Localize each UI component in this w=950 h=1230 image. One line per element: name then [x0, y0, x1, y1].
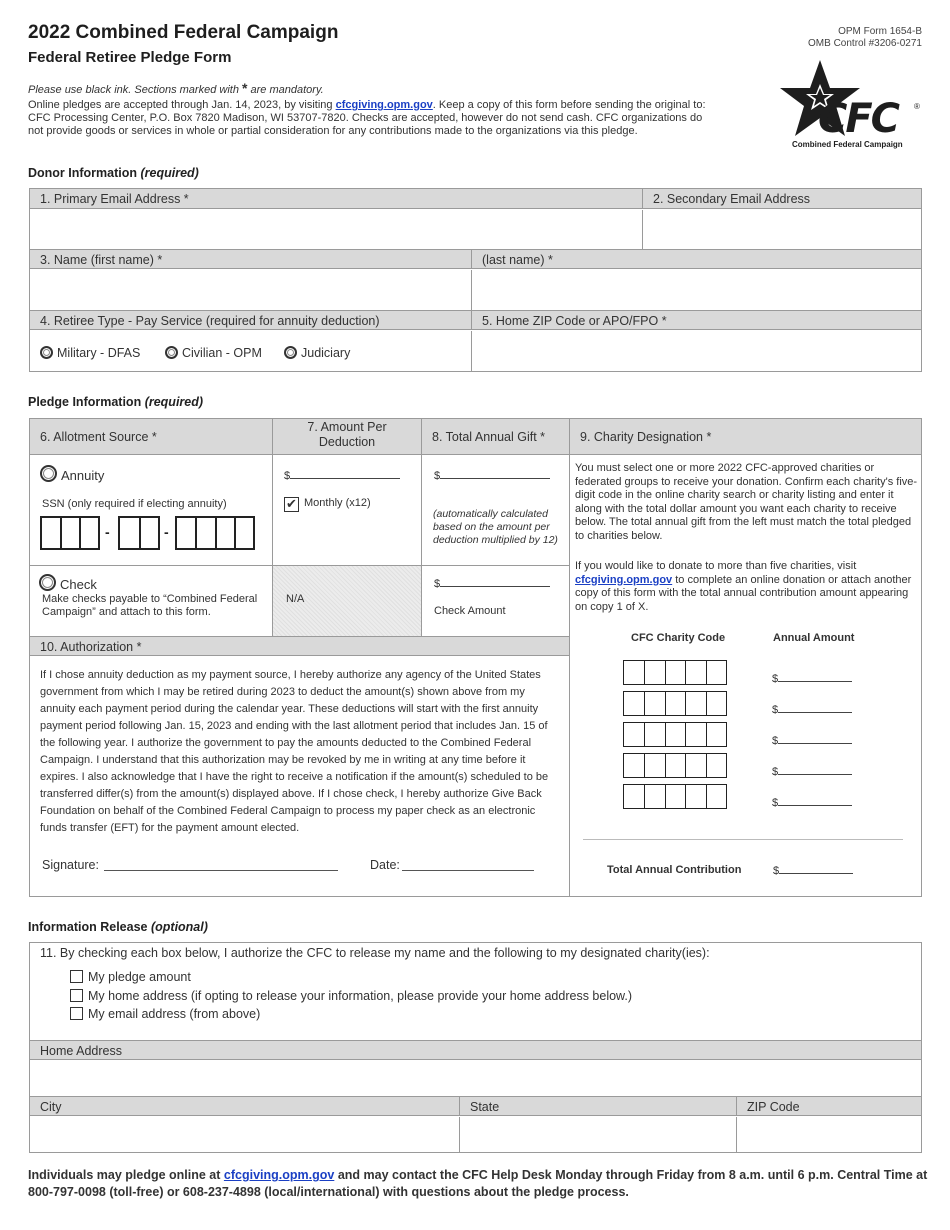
home-address-field[interactable] [30, 1061, 921, 1096]
release-box [29, 942, 922, 1153]
total-contribution-label: Total Annual Contribution [607, 864, 742, 876]
release-section-heading [28, 920, 208, 934]
release-option-email-label: My email address (from above) [88, 1007, 261, 1021]
zip-code-field[interactable] [736, 1117, 921, 1152]
release-option-email[interactable] [70, 1007, 260, 1021]
dollar-sign: $ [772, 766, 779, 778]
allotment-source-label: 6. Allotment Source * [30, 419, 272, 455]
code-header: CFC Charity Code [631, 632, 726, 644]
last-name-field[interactable] [471, 270, 921, 310]
mandatory-star: * [242, 80, 248, 96]
omb-control: OMB Control #3206-0271 [808, 38, 922, 49]
intro-text [28, 99, 718, 138]
dollar-sign: $ [772, 797, 779, 809]
checkbox-icon[interactable] [70, 989, 83, 1002]
dollar-sign: $ [772, 735, 779, 747]
ssn-dash: - [105, 524, 110, 540]
option-judiciary[interactable] [284, 346, 350, 360]
divider [583, 839, 903, 840]
ink-note [28, 80, 324, 96]
dollar-sign: $ [434, 470, 441, 482]
last-name-label: (last name) * [471, 249, 921, 269]
cfc-logo [772, 58, 922, 154]
check-amount-field[interactable] [434, 577, 550, 590]
pledge-heading-note: (required) [144, 395, 204, 409]
annuity-label: Annuity [61, 468, 105, 483]
signature-label: Signature: [42, 858, 99, 872]
dollar-sign: $ [772, 673, 779, 685]
charity-instructions: You must select one or more 2022 CFC-approved charities or federated groups to receive your donation. Confirm each charity's five-digit code in the online charity search or charity listing and enter it along with the total dollar amount you want each charity to receive below. The total annual gift from the left must match the total pledged to charities below. [575, 462, 918, 542]
monthly-label: Monthly (x12) [304, 497, 371, 509]
form-title: 2022 Combined Federal Campaign [28, 22, 339, 43]
checkbox-icon[interactable] [70, 1007, 83, 1020]
city-label: City [30, 1096, 459, 1116]
zip-code-label: ZIP Code [736, 1096, 921, 1116]
radio-icon[interactable] [165, 346, 178, 359]
footer-text [28, 1167, 928, 1201]
authorization-text: If I chose annuity deduction as my payment source, I hereby authorize any agency of the United States government from which I may be retired during 2023 to deduct the amount(s) shown above from my annuity each payment period during the calendar year. These deductions will start with the first annuity payment period following Jan. 15, 2023 and ending with the last allotment period that includes Jan. 15 of the following year. I authorize the government to pay the amounts deducted to the Combined Federal Campaign. I understand that this authorization may be revoked by me in writing at any time before it expires. I also acknowledge that I have the right to receive a notification if the amount(s) scheduled to be transferred differ(s) from the amount(s) displayed above. If I chose check, I hereby authorize Give Back Foundation on behalf of the Combined Federal Campaign to process my paper check as an electronic funds transfer (EFT) for the payment amount elected. [40, 669, 549, 834]
charity-amount-field-4[interactable] [772, 765, 852, 778]
amount-per-deduction-line1: 7. Amount Per [307, 420, 387, 434]
form-number-block [808, 26, 922, 50]
option-military[interactable] [40, 346, 140, 360]
form-number: OPM Form 1654-B [838, 26, 922, 37]
charity-link[interactable]: cfcgiving.opm.gov [575, 573, 673, 586]
charity-designation-label: 9. Charity Designation * [569, 419, 921, 455]
na-label: N/A [286, 593, 305, 605]
option-judiciary-label: Judiciary [301, 346, 351, 360]
dollar-sign: $ [434, 578, 441, 590]
release-option-pledge[interactable] [70, 970, 191, 984]
radio-icon[interactable] [40, 465, 57, 482]
intro-link[interactable]: cfcgiving.opm.gov [335, 99, 433, 111]
charity-code-box-4[interactable] [623, 753, 727, 778]
ssn-group-box[interactable] [118, 516, 160, 550]
ink-note-post: are mandatory. [250, 84, 324, 96]
donor-box [29, 188, 922, 372]
ssn-area-box[interactable] [40, 516, 100, 550]
charity-amount-field-3[interactable] [772, 734, 852, 747]
amount-per-deduction-line2: Deduction [318, 435, 376, 449]
zip-label: 5. Home ZIP Code or APO/FPO * [471, 310, 921, 330]
ssn-note: SSN (only required if electing annuity) [42, 498, 227, 510]
amount-per-deduction-field[interactable] [284, 469, 400, 482]
authorization-label: 10. Authorization * [30, 636, 569, 656]
release-option-address[interactable] [70, 989, 632, 1003]
date-field[interactable] [402, 870, 534, 871]
annuity-option[interactable] [40, 465, 104, 483]
check-note: Make checks payable to “Combined Federal Campaign” and attach to this form. [42, 593, 258, 618]
secondary-email-field[interactable] [642, 210, 921, 249]
secondary-email-label: 2. Secondary Email Address [642, 189, 921, 209]
dollar-sign: $ [772, 704, 779, 716]
monthly-option[interactable] [284, 497, 371, 512]
primary-email-label: 1. Primary Email Address * [30, 189, 642, 209]
release-heading-note: (optional) [150, 920, 208, 934]
date-label: Date: [370, 858, 400, 872]
footer-pre: Individuals may pledge online at [28, 1168, 221, 1182]
auto-calc-note: (automatically calculated based on the amount per deduction multiplied by 12) [433, 508, 558, 546]
check-option[interactable] [39, 574, 97, 592]
primary-email-field[interactable] [30, 210, 642, 249]
dollar-sign: $ [284, 470, 291, 482]
home-address-label: Home Address [30, 1040, 921, 1060]
option-civilian[interactable] [165, 346, 262, 360]
logo-registered: ® [914, 102, 920, 111]
charity-more-info [575, 560, 920, 614]
checkbox-icon[interactable] [70, 970, 83, 983]
donor-section-heading [28, 166, 199, 180]
charity-code-box-5[interactable] [623, 784, 727, 809]
charity-code-box-2[interactable] [623, 691, 727, 716]
first-name-label: 3. Name (first name) * [30, 249, 471, 269]
check-label: Check [60, 577, 97, 592]
logo-wordmark: CFC [818, 96, 899, 142]
charity-code-box-1[interactable] [623, 660, 727, 685]
donor-heading-note: (required) [140, 166, 199, 180]
charity-code-box-3[interactable] [623, 722, 727, 747]
state-label: State [459, 1096, 736, 1116]
ssn-serial-box[interactable] [175, 516, 255, 550]
charity-amount-field-5[interactable] [772, 796, 852, 809]
dollar-sign: $ [773, 865, 780, 877]
retiree-type-label: 4. Retiree Type - Pay Service (required for annuity deduction) [30, 310, 471, 330]
intro-pre: Online pledges are accepted through Jan. 14, 2023, by visiting [28, 99, 333, 111]
total-contribution-field[interactable] [773, 864, 853, 877]
footer-post: and may contact the CFC Help Desk Monday through Friday from 8 a.m. until 6 p.m. Central Time at 800-797-0098 (toll-free) or 608-237-4898 (local/international) with questions about the pledge process. [28, 1168, 928, 1199]
checkmark-icon[interactable]: ✔ [284, 497, 299, 512]
logo-caption: Combined Federal Campaign [792, 140, 903, 149]
intro-post: . Keep a copy of this form before sending the original to: CFC Processing Center, P.O. Box 7820 Madison, WI 53707-7820. Checks are accepted, however do not send cash. CFC organizations do not provide goods or services in whole or partial consideration for any contributions made to the organizations via this pledge. [28, 99, 706, 137]
radio-icon[interactable] [284, 346, 297, 359]
signature-field[interactable] [104, 870, 338, 871]
charity-more-pre: If you would like to donate to more than five charities, visit [575, 560, 857, 572]
charity-amount-field-2[interactable] [772, 703, 852, 716]
check-amount-label: Check Amount [434, 605, 506, 617]
release-intro: 11. By checking each box below, I authorize the CFC to release my name and the following to my designated charity(ies): [40, 946, 710, 960]
release-heading: Information Release [28, 920, 148, 934]
amount-header: Annual Amount [773, 632, 855, 644]
ink-note-pre: Please use black ink. Sections marked with [28, 84, 239, 96]
state-field[interactable] [459, 1117, 736, 1152]
total-annual-gift-field[interactable] [434, 469, 550, 482]
release-option-address-label: My home address (if opting to release your information, please provide your home address below.) [88, 989, 633, 1003]
radio-icon[interactable] [40, 346, 53, 359]
first-name-field[interactable] [30, 270, 471, 310]
amount-per-deduction-label [272, 419, 421, 455]
footer-link[interactable]: cfcgiving.opm.gov [223, 1168, 335, 1182]
donor-heading: Donor Information [28, 166, 138, 180]
option-military-label: Military - DFAS [57, 346, 141, 360]
form-subtitle: Federal Retiree Pledge Form [28, 49, 232, 66]
radio-icon[interactable] [39, 574, 56, 591]
pledge-heading: Pledge Information [28, 395, 142, 409]
divider [421, 455, 422, 636]
pledge-section-heading [28, 395, 203, 409]
city-field[interactable] [30, 1117, 459, 1152]
charity-more-post: to complete an online donation or attach another copy of this form with the total annual contribution amount appearing on copy 1 of X. [575, 573, 912, 613]
zip-field[interactable] [471, 331, 921, 371]
release-option-pledge-label: My pledge amount [88, 970, 191, 984]
total-annual-gift-label: 8. Total Annual Gift * [421, 419, 569, 455]
charity-amount-field-1[interactable] [772, 672, 852, 685]
divider [569, 455, 570, 896]
ssn-dash: - [164, 524, 169, 540]
option-civilian-label: Civilian - OPM [182, 346, 262, 360]
